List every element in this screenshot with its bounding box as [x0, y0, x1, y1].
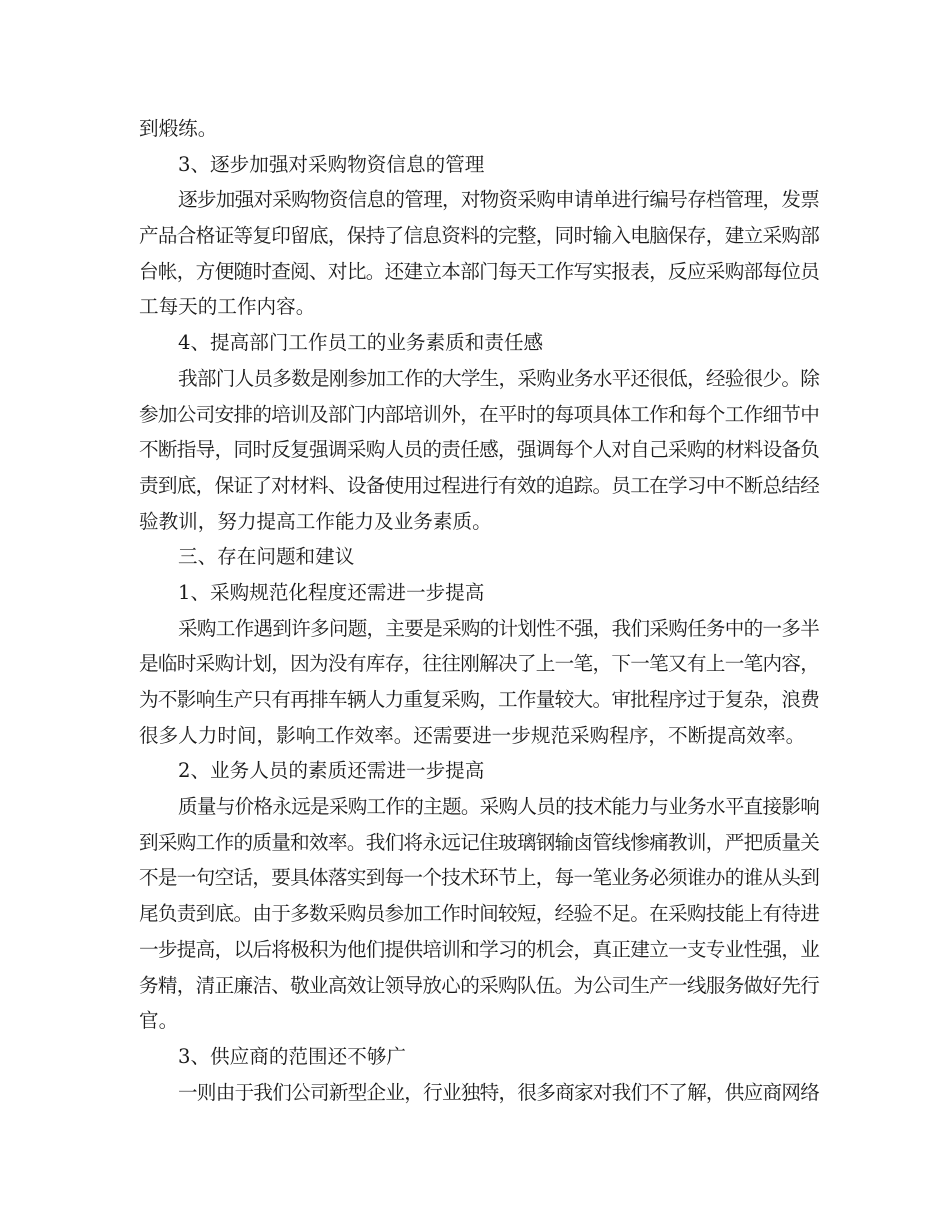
text-line: 务精，清正廉洁、敬业高效让领导放心的采购队伍。为公司生产一线服务做好先行 — [139, 973, 820, 997]
section-heading: 3、逐步加强对采购物资信息的管理 — [178, 152, 485, 176]
section-heading: 2、业务人员的素质还需进一步提高 — [178, 759, 485, 783]
text-line: 到煅练。 — [139, 117, 218, 140]
section-heading: 3、供应商的范围还不够广 — [178, 1044, 406, 1068]
text-line: 一步提高，以后将极积为他们提供培训和学习的机会，真正建立一支专业性强，业 — [139, 937, 820, 961]
text-line: 为不影响生产只有再排车辆人力重复采购，工作量较大。审批程序过于复杂，浪费 — [139, 688, 820, 711]
text-line: 不是一句空话，要具体落实到每一个技术环节上，每一笔业务必须谁办的谁从头到 — [139, 866, 820, 890]
text-line: 尾负责到底。由于多数采购员参加工作时间较短，经验不足。在采购技能上有待进 — [139, 902, 820, 926]
section-heading: 三、存在问题和建议 — [178, 545, 355, 569]
text-line: 责到底，保证了对材料、设备使用过程进行有效的追踪。员工在学习中不断总结经 — [139, 473, 820, 497]
text-line: 验教训，努力提高工作能力及业务素质。 — [139, 509, 492, 533]
text-line: 产品合格证等复印留底，保持了信息资料的完整，同时输入电脑保存，建立采购部 — [139, 224, 820, 248]
text-line: 到采购工作的质量和效率。我们将永远记住玻璃钢输卤管线惨痛教训，严把质量关 — [139, 830, 820, 854]
text-line: 是临时采购计划，因为没有库存，往往刚解决了上一笔，下一笔又有上一笔内容， — [139, 652, 820, 676]
text-line: 逐步加强对采购物资信息的管理，对物资采购申请单进行编号存档管理，发票 — [178, 188, 819, 212]
text-line: 很多人力时间，影响工作效率。还需要进一步规范采购程序，不断提高效率。 — [139, 723, 806, 747]
text-line: 不断指导，同时反复强调采购人员的责任感，强调每个人对自己采购的材料设备负 — [139, 438, 820, 462]
text-line: 官。 — [139, 1009, 179, 1033]
text-line: 采购工作遇到许多问题，主要是采购的计划性不强，我们采购任务中的一多半 — [178, 616, 819, 640]
text-line: 一则由于我们公司新型企业，行业独特，很多商家对我们不了解，供应商网络 — [178, 1080, 819, 1104]
text-line: 我部门人员多数是刚参加工作的大学生，采购业务水平还很低，经验很少。除 — [178, 366, 819, 390]
text-line: 台帐，方便随时查阅、对比。还建立本部门每天工作写实报表，反应采购部每位员 — [139, 259, 820, 283]
text-line: 质量与价格永远是采购工作的主题。采购人员的技术能力与业务水平直接影响 — [178, 795, 819, 819]
document-body — [139, 111, 819, 1110]
text-line: 参加公司安排的培训及部门内部培训外，在平时的每项具体工作和每个工作细节中 — [139, 402, 820, 426]
section-heading: 4、提高部门工作员工的业务素质和责任感 — [178, 331, 544, 355]
section-heading: 1、采购规范化程度还需进一步提高 — [178, 580, 485, 604]
text-line: 工每天的工作内容。 — [139, 295, 316, 319]
